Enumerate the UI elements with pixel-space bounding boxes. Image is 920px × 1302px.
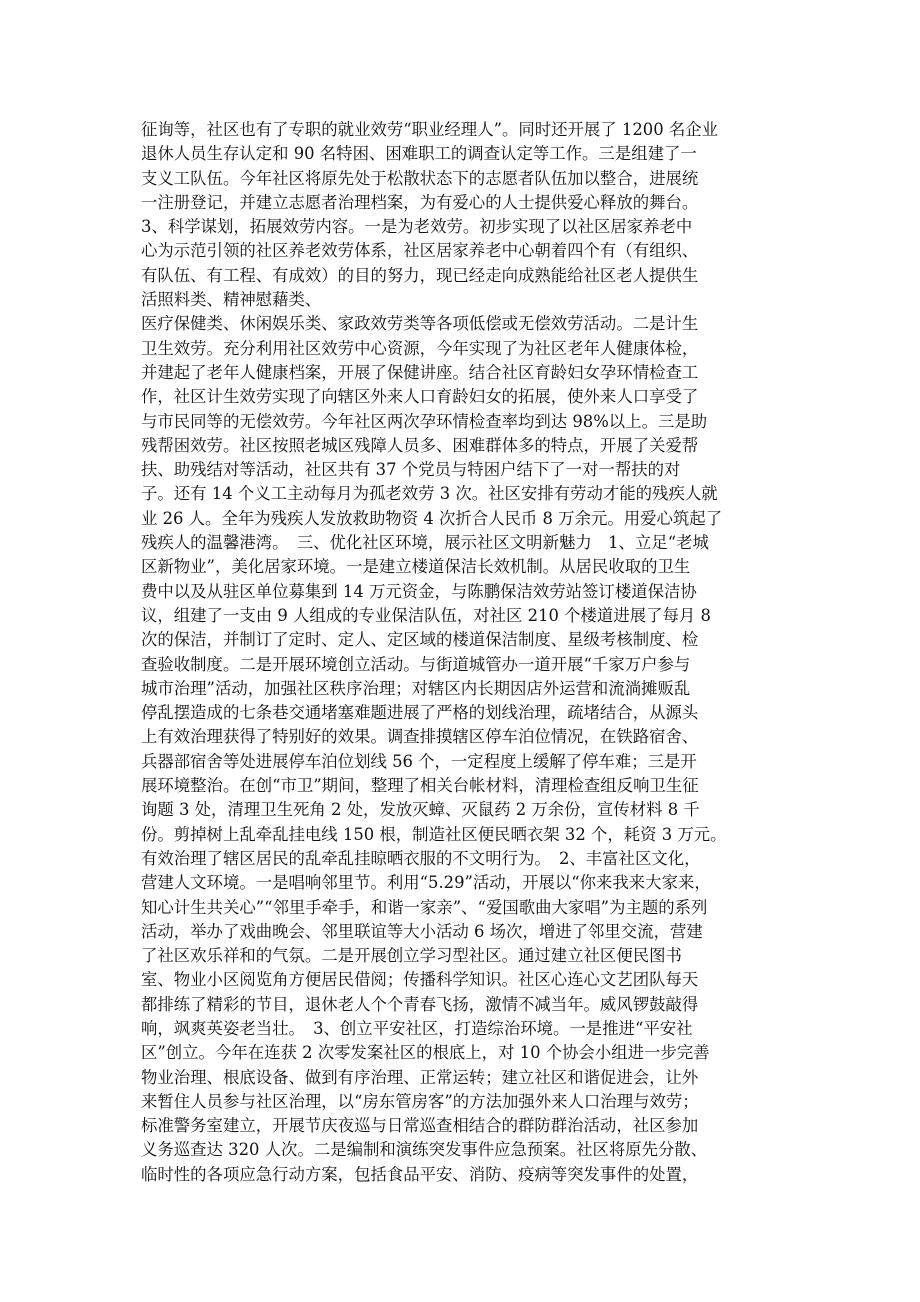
text-line: 城市治理”活动，加强社区秩序治理；对辖区内长期因店外运营和流淌摊贩乱 — [141, 678, 691, 698]
text-line: 支义工队伍。今年社区将原先处于松散状态下的志愿者队伍加以整合，进展统 — [141, 168, 699, 188]
text-line: 并建起了老年人健康档案，开展了保健讲座。结合社区育龄妇女孕环情检查工 — [141, 362, 699, 382]
text-line: 询题 3 处，清理卫生死角 2 处，发放灭蟑、灭鼠药 2 万余份，宣传材料 8 千 — [141, 800, 700, 820]
text-line: 来暂住人员参与社区治理，以“房东管房客”的方法加强外来人口治理与效劳； — [141, 1091, 699, 1111]
text-line: 停乱摆造成的七条巷交通堵塞难题进展了严格的划线治理，疏堵结合，从源头 — [141, 703, 699, 723]
text-line: 知心计生共关心”“邻里手牵手，和谐一家亲”、“爱国歌曲大家唱”为主题的系列 — [141, 897, 708, 917]
text-line: 议，组建了一支由 9 人组成的专业保洁队伍，对社区 210 个楼道进展了每月 8 — [141, 605, 711, 625]
text-line: 上有效治理获得了特别好的效果。调查排摸辖区停车泊位情况，在铁路宿舍、 — [141, 727, 699, 747]
text-line: 活动，举办了戏曲晚会、邻里联谊等大小活动 6 场次，增进了邻里交流，营建 — [141, 921, 703, 941]
text-line: 残疾人的温馨港湾。 三、优化社区环境，展示社区文明新魅力 1、立足“老城 — [141, 533, 709, 553]
text-line: 残帮困效劳。社区按照老城区残障人员多、困难群体多的特点，开展了关爱帮 — [141, 435, 699, 455]
text-line: 义务巡查达 320 人次。二是编制和演练突发事件应急预案。社区将原先分散、 — [141, 1140, 708, 1160]
text-line: 扶、助残结对等活动，社区共有 37 个党员与特困户结下了一对一帮扶的对 — [141, 460, 681, 480]
text-line: 医疗保健类、休闲娱乐类、家政效劳类等各项低偿或无偿效劳活动。二是计生 — [141, 314, 699, 334]
text-line: 兵器部宿舍等处进展停车泊位划线 56 个，一定程度上缓解了停车难；三是开 — [141, 751, 697, 771]
text-line: 有效治理了辖区居民的乱牵乱挂晾晒衣服的不文明行为。 2、丰富社区文化， — [141, 848, 701, 868]
text-line: 有队伍、有工程、有成效）的目的努力，现已经走向成熟能给社区老人提供生 — [141, 265, 699, 285]
text-line: 3、科学谋划，拓展效劳内容。一是为老效劳。初步实现了以社区居家养老中 — [141, 217, 693, 237]
text-line: 作，社区计生效劳实现了向辖区外来人口育龄妇女的拓展，使外来人口享受了 — [141, 387, 699, 407]
text-line: 营建人文环境。一是唱响邻里节。利用“5.29”活动，开展以“你来我来大家来， — [141, 873, 711, 893]
text-line: 展环境整治。在创“市卫”期间，整理了相关台帐材料，清理检查组反响卫生征 — [141, 776, 699, 796]
text-line: 区”创立。今年在连获 2 次零发案社区的根底上，对 10 个协会小组进一步完善 — [141, 1043, 710, 1063]
text-line: 都排练了精彩的节目，退休老人个个青春飞扬，激情不减当年。威风锣鼓敲得 — [141, 994, 699, 1014]
text-line: 活照料类、精神慰藉类、 — [141, 290, 322, 310]
text-line: 临时性的各项应急行动方案，包括食品平安、消防、疫病等突发事件的处置， — [141, 1164, 699, 1184]
text-line: 了社区欢乐祥和的气氛。二是开展创立学习型社区。通过建立社区便民图书 — [141, 946, 682, 966]
document-body — [141, 118, 791, 1187]
text-line: 费中以及从驻区单位募集到 14 万元资金，与陈鹏保洁效劳站签订楼道保洁协 — [141, 581, 697, 601]
text-line: 份。剪掉树上乱牵乱挂电线 150 根，制造社区便民晒衣架 32 个，耗资 3 万元。 — [141, 824, 727, 844]
text-line: 退休人员生存认定和 90 名特困、困难职工的调查认定等工作。三是组建了一 — [141, 144, 697, 164]
text-line: 卫生效劳。充分利用社区效劳中心资源，今年实现了为社区老年人健康体检， — [141, 338, 699, 358]
text-line: 一注册登记，并建立志愿者治理档案，为有爱心的人士提供爱心释放的舞台。 — [141, 192, 699, 212]
text-line: 标准警务室建立，开展节庆夜巡与日常巡查相结合的群防群治活动，社区参加 — [141, 1116, 699, 1136]
text-line: 子。还有 14 个义工主动每月为孤老效劳 3 次。社区安排有劳动才能的残疾人就 — [141, 484, 718, 504]
text-line: 物业治理、根底设备、做到有序治理、正常运转；建立社区和谐促进会，让外 — [141, 1067, 699, 1087]
text-line: 次的保洁，并制订了定时、定人、定区域的楼道保洁制度、星级考核制度、检 — [141, 630, 699, 650]
text-line: 征询等，社区也有了专职的就业效劳“职业经理人”。同时还开展了 1200 名企业 — [141, 120, 718, 139]
text-line: 业 26 人。全年为残疾人发放救助物资 4 次折合人民币 8 万余元。用爱心筑起了 — [141, 508, 723, 528]
text-line: 心为示范引领的社区养老效劳体系，社区居家养老中心朝着四个有（有组织、 — [141, 241, 699, 261]
text-line: 查验收制度。二是开展环境创立活动。与街道城管办一道开展“千家万户参与 — [141, 654, 691, 674]
text-line: 响，飒爽英姿老当壮。 3、创立平安社区，打造综治环境。一是推进“平安社 — [141, 1018, 693, 1038]
text-line: 室、物业小区阅览角方便居民借阅；传播科学知识。社区心连心文艺团队每天 — [141, 970, 699, 990]
text-line: 区新物业”，美化居家环境。一是建立楼道保洁长效机制。从居民收取的卫生 — [141, 557, 691, 577]
text-line: 与市民同等的无偿效劳。今年社区两次孕环情检查率均到达 98%以上。三是助 — [141, 411, 708, 431]
